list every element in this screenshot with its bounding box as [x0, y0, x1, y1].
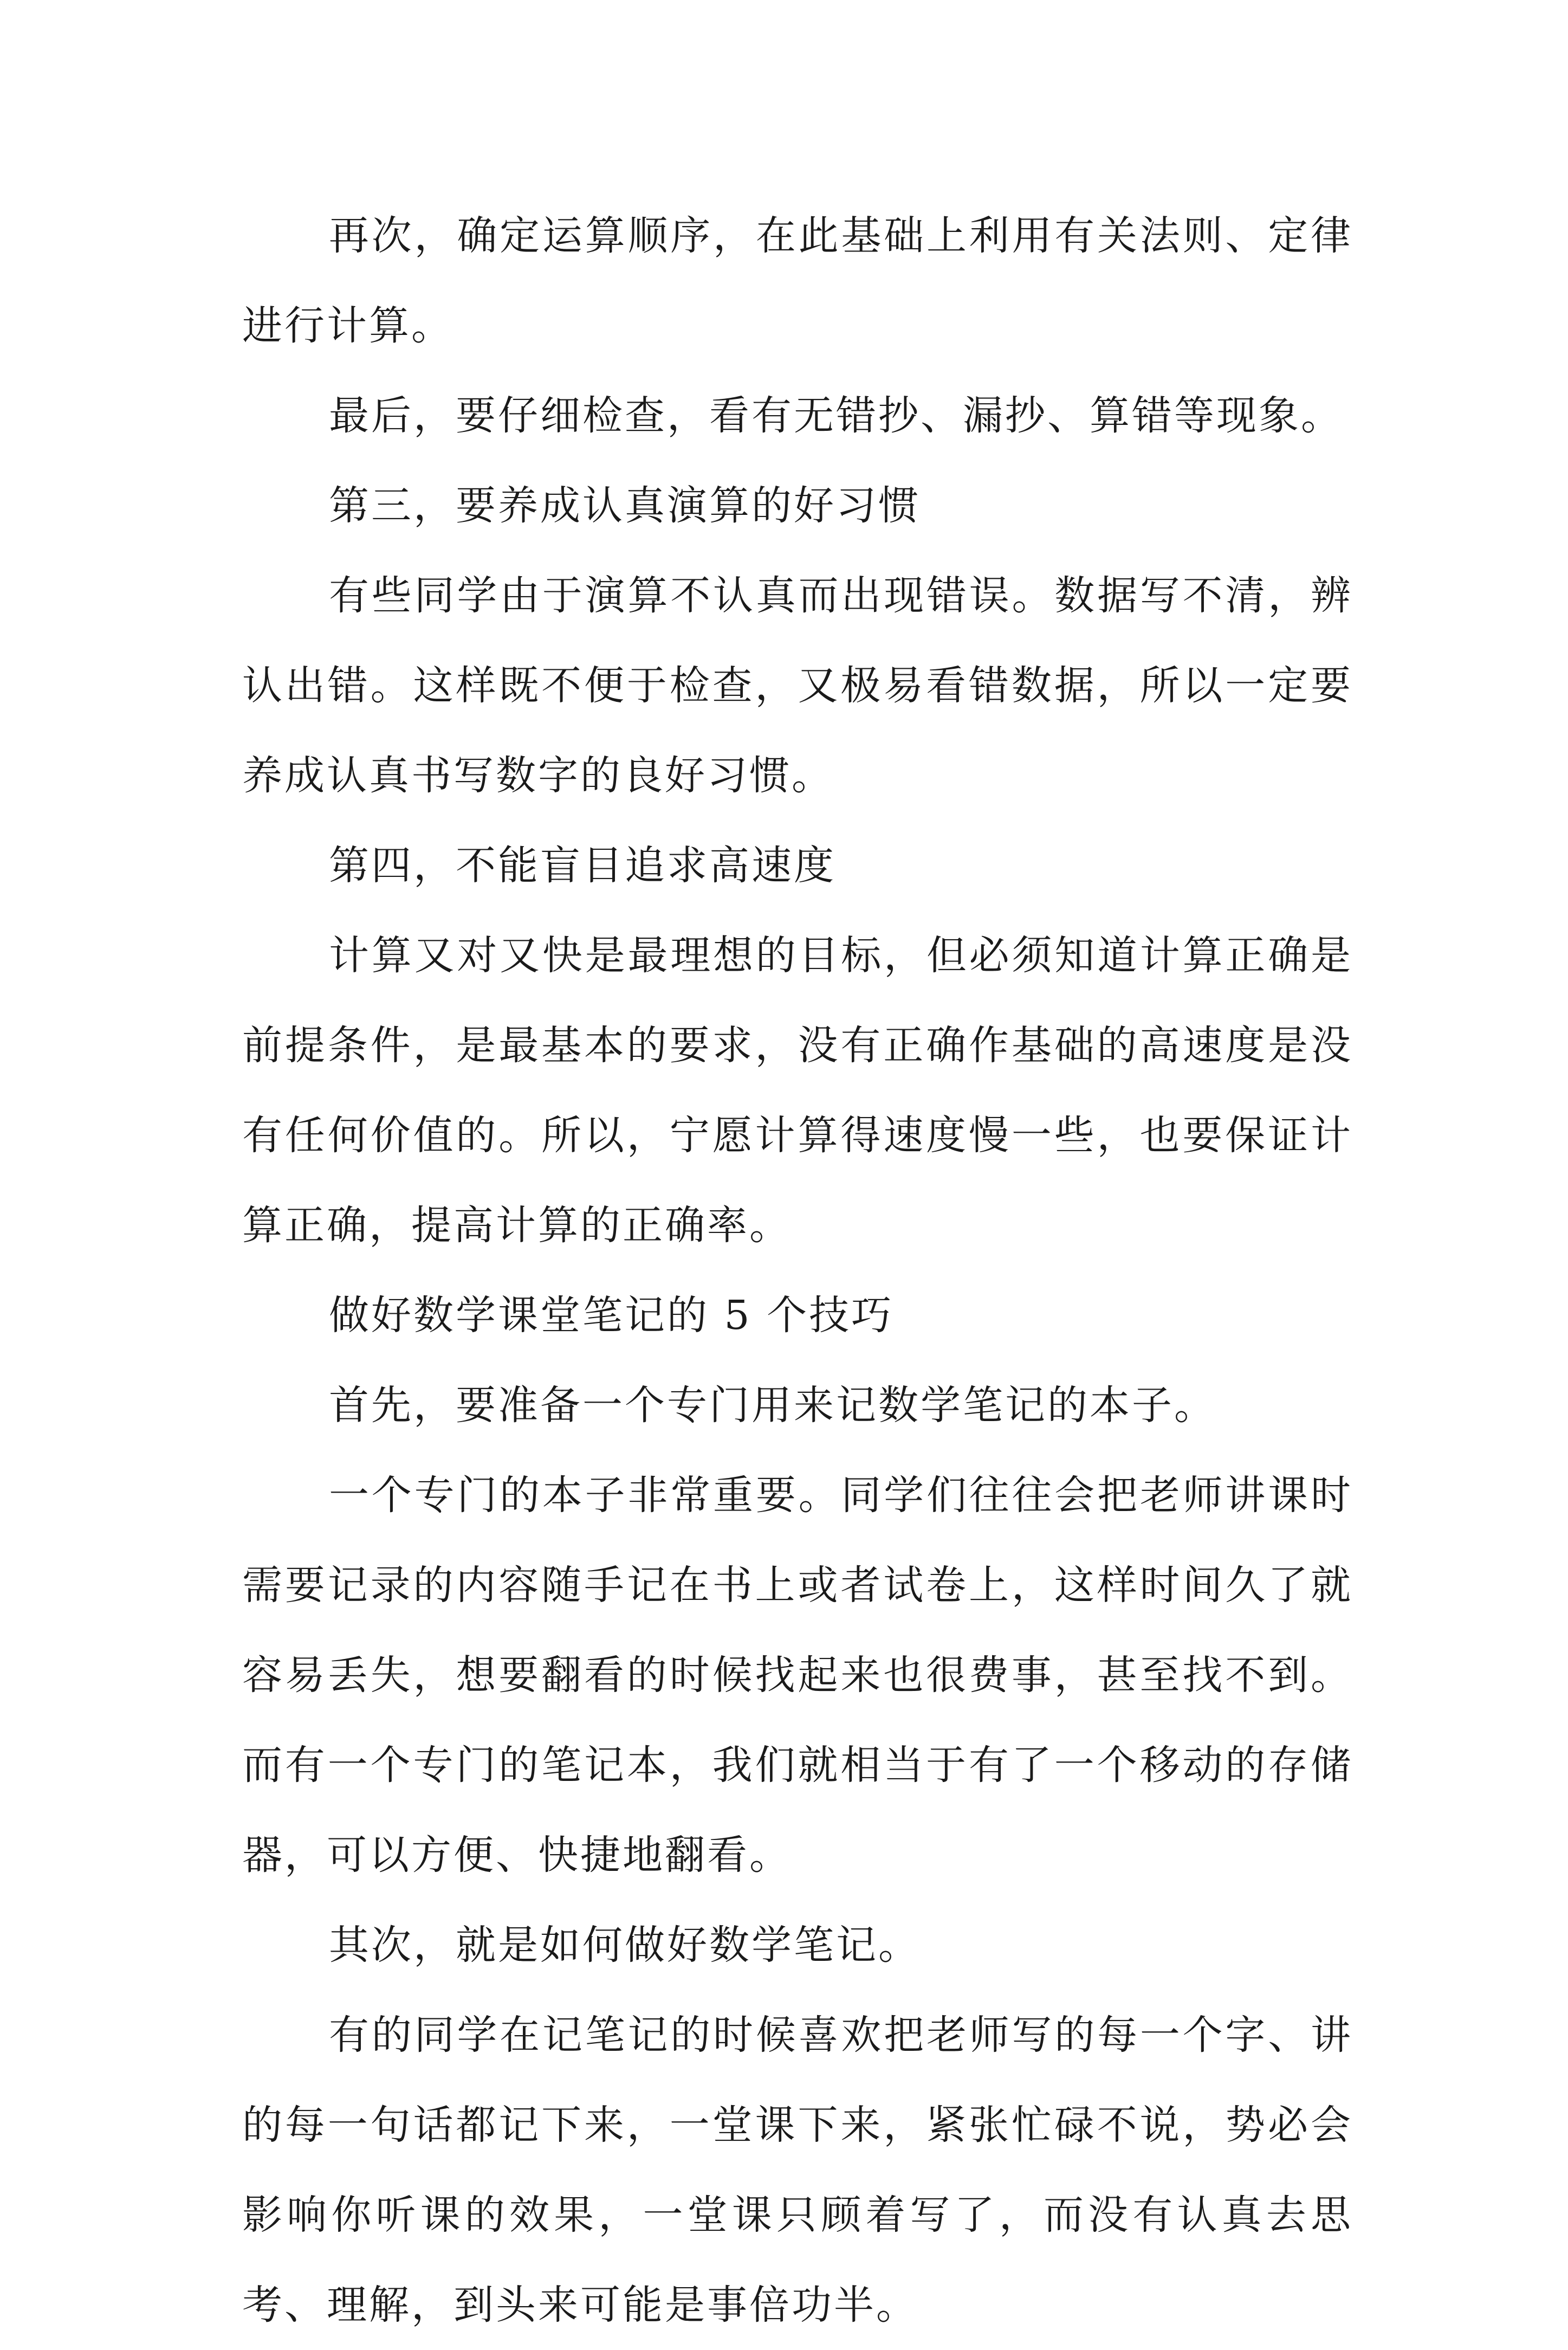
paragraph-check-carefully: 最后，要仔细检查，看有无错抄、漏抄、算错等现象。	[329, 392, 1343, 439]
paragraph-operation-order: 再次，确定运算顺序，在此基础上利用有关法则、定律进行计算。	[242, 212, 1353, 349]
paragraph-dedicated-notebook: 首先，要准备一个专门用来记数学笔记的本子。	[329, 1382, 1216, 1429]
paragraph-how-to-take-notes: 其次，就是如何做好数学笔记。	[329, 1922, 921, 1968]
heading-note-taking-tips: 做好数学课堂笔记的 5 个技巧	[329, 1292, 894, 1339]
paragraph-careful-calculation: 有些同学由于演算不认真而出现错误。数据写不清，辨认出错。这样既不便于检查，又极易看错数据，所以一定要养成认真书写数字的良好习惯。	[242, 572, 1353, 799]
heading-third-habit: 第三，要养成认真演算的好习惯	[329, 482, 921, 529]
paragraph-accuracy-first: 计算又对又快是最理想的目标，但必须知道计算正确是前提条件，是最基本的要求，没有正确作基础的高速度是没有任何价值的。所以，宁愿计算得速度慢一些，也要保证计算正确，提高计算的正确率。	[242, 932, 1353, 1249]
paragraph-notebook-importance: 一个专门的本子非常重要。同学们往往会把老师讲课时需要记录的内容随手记在书上或者试卷上，这样时间久了就容易丢失，想要翻看的时候找起来也很费事，甚至找不到。而有一个专门的笔记本，我们就相当于有了一个移动的存储器，可以方便、快捷地翻看。	[242, 1472, 1353, 1878]
paragraph-note-taking-pitfall: 有的同学在记笔记的时候喜欢把老师写的每一个字、讲的每一句话都记下来，一堂课下来，紧张忙碌不说，势必会影响你听课的效果，一堂课只顾着写了，而没有认真去思考、理解，到头来可能是事倍功半。	[242, 2012, 1353, 2328]
heading-fourth-speed: 第四，不能盲目追求高速度	[329, 842, 836, 889]
document-body	[242, 191, 1353, 2350]
